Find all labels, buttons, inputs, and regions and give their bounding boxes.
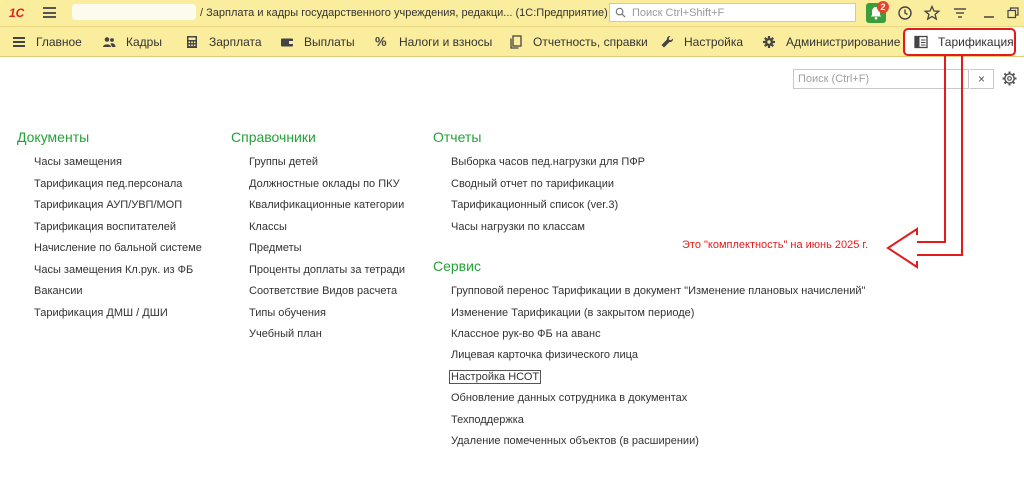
link-substitution-hours[interactable]: Часы замещения (34, 156, 122, 168)
link-education-types[interactable]: Типы обучения (249, 307, 326, 319)
link-notebook-surcharge[interactable]: Проценты доплаты за тетради (249, 264, 406, 276)
global-search-placeholder: Поиск Ctrl+Shift+F (632, 7, 725, 19)
link-point-system-accrual[interactable]: Начисление по бальной системе (34, 242, 202, 254)
link-nsot-settings[interactable]: Настройка НСОТ (451, 371, 540, 383)
link-qualification-categories[interactable]: Квалификационные категории (249, 199, 405, 211)
menu-item-label: Тарификация (938, 34, 1014, 49)
window-title: / Зарплата и кадры государственного учреждения, редакци... (1С:Предприятие) (200, 7, 608, 19)
link-teaching-staff-tarification[interactable]: Тарификация пед.персонала (34, 178, 183, 190)
link-group-transfer[interactable]: Групповой перенос Тарификации в документ "Изменение плановых начислений" (451, 285, 866, 297)
menu-item-taxes[interactable] (375, 27, 492, 56)
link-pfr-hours-selection[interactable]: Выборка часов пед.нагрузки для ПФР (451, 156, 646, 168)
title-bar (0, 0, 1024, 26)
menu-lines-icon (12, 35, 26, 49)
link-vacancies[interactable]: Вакансии (34, 285, 83, 297)
section-heading-reports: Отчеты (433, 129, 482, 145)
menu-item-label: Главное (36, 34, 82, 49)
link-music-school-tarification[interactable]: Тарификация ДМШ / ДШИ (34, 307, 168, 319)
annotation-text: Это "комплектность" на июнь 2025 г. (682, 239, 869, 251)
link-hours-by-class[interactable]: Часы нагрузки по классам (451, 221, 585, 233)
notifications-button[interactable] (866, 3, 886, 23)
restore-window-icon[interactable] (1004, 4, 1022, 22)
link-aup-tarification[interactable]: Тарификация АУП/УВП/МОП (34, 199, 183, 211)
hamburger-menu-icon[interactable] (43, 7, 56, 18)
percent-icon: % (375, 33, 387, 49)
wrench-icon (660, 35, 674, 49)
calculator-icon (185, 35, 199, 49)
menu-item-payments[interactable] (280, 27, 355, 56)
menu-item-salary[interactable] (185, 27, 262, 56)
section-heading-service: Сервис (433, 258, 481, 274)
history-icon[interactable] (896, 4, 914, 22)
link-calculation-types-mapping[interactable]: Соответствие Видов расчета (249, 285, 398, 297)
link-tech-support[interactable]: Техподдержка (451, 414, 524, 426)
section-heading-documents: Документы (17, 129, 90, 145)
clear-search-button[interactable]: × (970, 69, 994, 89)
menu-item-label: Налоги и взносы (399, 34, 493, 49)
link-salaries-pku[interactable]: Должностные оклады по ПКУ (249, 178, 400, 190)
menu-item-settings[interactable] (660, 27, 743, 56)
minimize-icon[interactable] (980, 4, 998, 22)
gear-icon (762, 35, 776, 49)
link-tarification-list[interactable]: Тарификационный список (ver.3) (451, 199, 619, 211)
menu-item-label: Выплаты (304, 34, 355, 49)
search-icon (615, 7, 626, 18)
sections-menu-bar (0, 26, 1024, 57)
users-icon (102, 35, 116, 49)
menu-item-label: Отчетность, справки (533, 34, 648, 49)
link-children-groups[interactable]: Группы детей (249, 156, 319, 168)
redacted-organization-name (72, 4, 196, 20)
link-class-guidance-advance[interactable]: Классное рук-во ФБ на аванс (451, 328, 601, 340)
menu-item-main[interactable] (12, 27, 82, 56)
menu-item-label: Настройка (684, 34, 744, 49)
app-logo[interactable]: 1С (9, 6, 25, 20)
documents-icon (509, 35, 523, 49)
section-heading-references: Справочники (231, 129, 316, 145)
section-search-input[interactable] (793, 69, 969, 89)
link-personal-card[interactable]: Лицевая карточка физического лица (451, 349, 639, 361)
wallet-icon (280, 35, 294, 49)
highlight-box (903, 28, 1016, 56)
menu-item-label: Кадры (126, 34, 162, 49)
link-classes[interactable]: Классы (249, 221, 287, 233)
menu-item-label: Администрирование (786, 34, 901, 49)
global-search-input[interactable] (609, 3, 856, 22)
link-tarification-summary-report[interactable]: Сводный отчет по тарификации (451, 178, 615, 190)
menu-item-reporting[interactable] (509, 27, 648, 56)
link-class-teacher-substitution[interactable]: Часы замещения Кл.рук. из ФБ (34, 264, 194, 276)
menu-item-label: Зарплата (209, 34, 262, 49)
link-delete-marked-objects[interactable]: Удаление помеченных объектов (в расширении) (451, 435, 699, 447)
menu-item-hr[interactable] (102, 27, 162, 56)
link-curriculum[interactable]: Учебный план (249, 328, 322, 340)
link-change-tarification-closed-period[interactable]: Изменение Тарификации (в закрытом периоде) (451, 307, 695, 319)
settings-menu-icon[interactable] (951, 4, 969, 22)
gear-icon[interactable] (1001, 70, 1018, 87)
link-subjects[interactable]: Предметы (249, 242, 302, 254)
section-search-placeholder: Поиск (Ctrl+F) (798, 73, 870, 85)
notifications-badge: 2 (877, 1, 889, 13)
link-educators-tarification[interactable]: Тарификация воспитателей (34, 221, 177, 233)
menu-item-administration[interactable] (762, 27, 900, 56)
link-update-employee-data[interactable]: Обновление данных сотрудника в документах (451, 392, 688, 404)
favorites-star-icon[interactable] (923, 4, 941, 22)
